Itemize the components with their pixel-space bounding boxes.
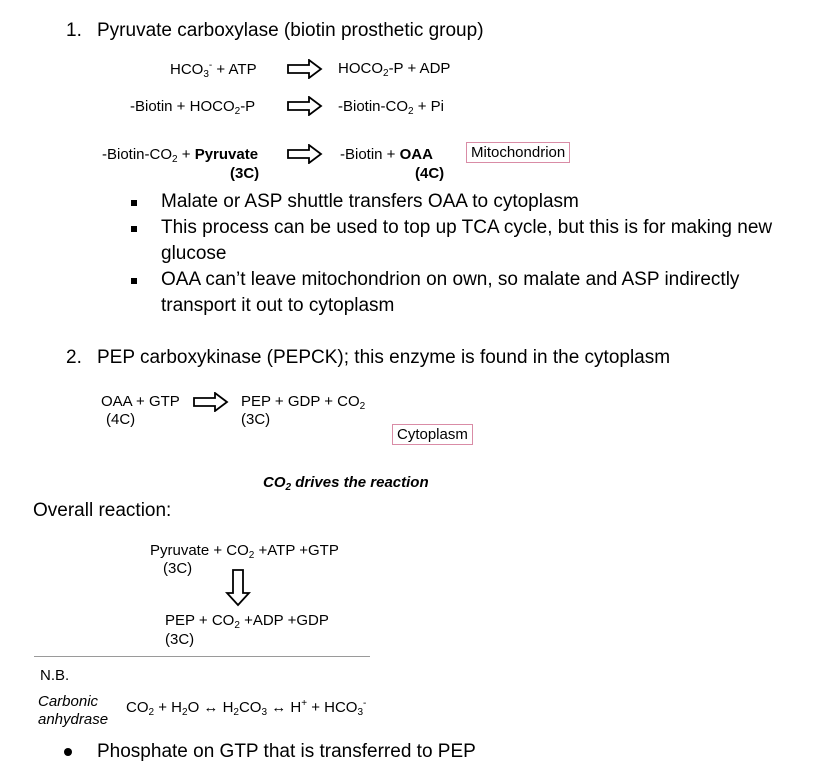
co2-note: $CO_2$ drives the reaction (263, 474, 429, 493)
reaction-arrow-icon (193, 392, 229, 412)
bullet-icon (131, 278, 137, 284)
eq3-left-carbons: (3C) (230, 165, 260, 182)
bullet-icon (131, 226, 137, 232)
reaction-arrow-icon (287, 144, 323, 164)
eq3-right: -Biotin + OAA (340, 146, 433, 163)
section2-title: PEP carboxykinase (PEPCK); this enzyme is found in the cytoplasm (97, 347, 671, 368)
reaction-arrow-icon (287, 59, 323, 79)
bullet-text: Malate or ASP shuttle transfers OAA to cytoplasm (161, 191, 579, 212)
mitochondrion-label: Mitochondrion (466, 142, 570, 163)
bullet-icon (64, 748, 72, 756)
eq3-right-carbons: (4C) (415, 165, 445, 182)
eq3-left: $-Biotin-CO_2$ + Pyruvate (102, 146, 259, 165)
enzyme-name-line1: Carbonic (38, 693, 99, 710)
pepck-eq-right-carbons: (3C) (241, 411, 271, 428)
pepck-eq-left-carbons: (4C) (106, 411, 136, 428)
eq1-right: $HOCO_2-P$ + ADP (338, 60, 451, 79)
pepck-eq-right: PEP + GDP + $CO_2$ (241, 393, 366, 412)
bullet-icon (131, 200, 137, 206)
eq2-left: -Biotin + $HOCO_2-P$ (130, 98, 256, 117)
bullet-text-continued: transport it out to cytoplasm (161, 295, 395, 316)
overall-products-carbons: (3C) (165, 631, 195, 648)
nb-label: N.B. (40, 667, 70, 684)
section2-number: 2. (66, 347, 82, 368)
overall-heading: Overall reaction: (33, 500, 172, 521)
down-arrow-icon (225, 569, 251, 607)
enzyme-name-line2: anhydrase (38, 711, 109, 728)
section1-title: Pyruvate carboxylase (biotin prosthetic group) (97, 20, 484, 41)
eq2-right: $-Biotin-CO_2 + Pi$ (338, 98, 445, 117)
final-bullet-text: Phosphate on GTP that is transferred to PEP (97, 741, 476, 762)
carbonic-anhydrase-equation: $CO_2 + H_2O$ ↔ $H_2CO_3$ ↔ $H^+ + HCO_3^-$ (126, 698, 367, 718)
overall-reactants: Pyruvate + $CO_2 +ATP +GTP$ (150, 542, 339, 561)
bullet-text-continued: glucose (161, 243, 227, 264)
pepck-eq-left: OAA + GTP (101, 393, 180, 410)
cytoplasm-label: Cytoplasm (392, 424, 473, 445)
divider (34, 656, 370, 657)
overall-reactants-carbons: (3C) (163, 560, 193, 577)
overall-products: PEP + $CO_2 +ADP +GDP$ (165, 612, 329, 631)
section1-number: 1. (66, 20, 82, 41)
bullet-text: OAA can’t leave mitochondrion on own, so malate and ASP indirectly (161, 269, 740, 290)
bullet-text: This process can be used to top up TCA cycle, but this is for making new (161, 217, 773, 238)
reaction-arrow-icon (287, 96, 323, 116)
eq1-left: $HCO_3^-$ + ATP (170, 60, 257, 80)
